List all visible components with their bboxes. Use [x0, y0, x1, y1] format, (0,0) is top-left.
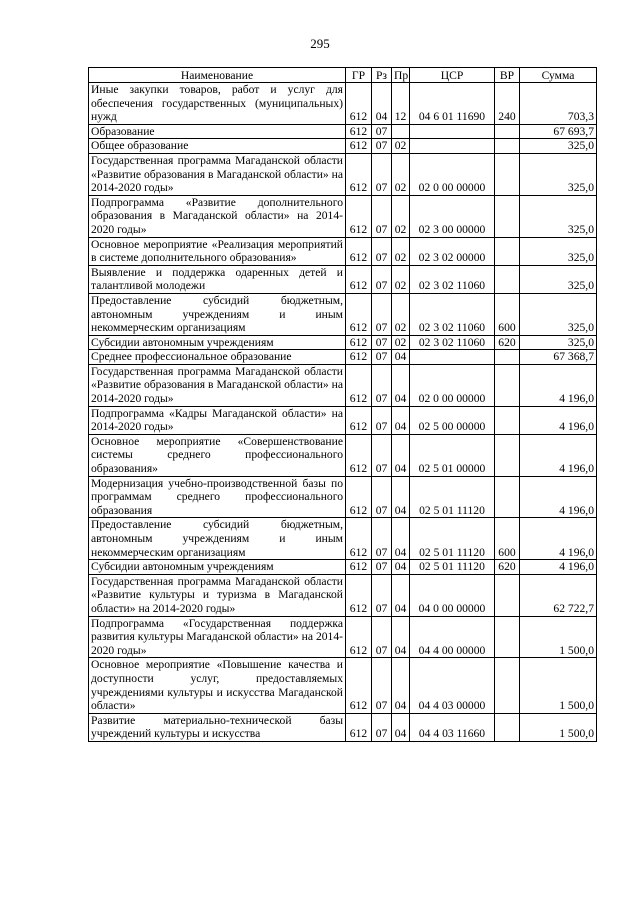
row-vr-cell — [495, 265, 520, 293]
row-csr-cell: 04 4 03 11660 — [410, 713, 495, 741]
row-gr-cell: 612 — [346, 574, 372, 616]
row-rz-cell: 07 — [372, 335, 392, 350]
row-rz-cell: 07 — [372, 350, 392, 365]
row-name-cell: Основное мероприятие «Реализация мероприятий в системе дополнительного образования» — [89, 237, 346, 265]
budget-table — [88, 67, 597, 742]
row-name-cell: Субсидии автономным учреждениям — [89, 560, 346, 575]
row-csr-cell — [410, 139, 495, 154]
row-rz-cell: 07 — [372, 658, 392, 713]
row-pr-cell: 02 — [392, 335, 410, 350]
row-name-cell: Государственная программа Магаданской области «Развитие образования в Магаданской области» на 2014-2020 годы» — [89, 364, 346, 406]
row-pr-cell: 02 — [392, 153, 410, 195]
row-name-cell: Основное мероприятие «Повышение качества и доступности услуг, предоставляемых учреждениями культуры и искусства Магаданской области» — [89, 658, 346, 713]
header-csr: ЦСР — [410, 68, 495, 83]
row-name-cell: Основное мероприятие «Совершенствование системы среднего профессионального образования» — [89, 434, 346, 476]
header-gr: ГР — [346, 68, 372, 83]
header-rz: Рз — [372, 68, 392, 83]
row-name-cell: Модернизация учебно-производственной базы по программам среднего профессионального образования — [89, 476, 346, 518]
row-vr-cell: 240 — [495, 83, 520, 125]
row-vr-cell — [495, 574, 520, 616]
row-rz-cell: 07 — [372, 518, 392, 560]
row-pr-cell: 02 — [392, 237, 410, 265]
row-csr-cell — [410, 124, 495, 139]
row-name-cell: Общее образование — [89, 139, 346, 154]
row-sum-cell: 1 500,0 — [520, 713, 597, 741]
row-csr-cell: 02 3 02 00000 — [410, 237, 495, 265]
row-rz-cell: 07 — [372, 237, 392, 265]
row-name-cell: Выявление и поддержка одаренных детей и талантливой молодежи — [89, 265, 346, 293]
row-name-cell: Субсидии автономным учреждениям — [89, 335, 346, 350]
table-row — [89, 265, 597, 293]
row-sum-cell: 325,0 — [520, 293, 597, 335]
row-gr-cell: 612 — [346, 560, 372, 575]
row-pr-cell: 04 — [392, 350, 410, 365]
row-sum-cell: 4 196,0 — [520, 560, 597, 575]
row-vr-cell — [495, 406, 520, 434]
row-csr-cell: 02 0 00 00000 — [410, 364, 495, 406]
row-pr-cell: 02 — [392, 195, 410, 237]
row-name-cell: Подпрограмма «Развитие дополнительного образования в Магаданской области» на 2014-2020 годы» — [89, 195, 346, 237]
row-vr-cell: 620 — [495, 335, 520, 350]
row-rz-cell: 07 — [372, 195, 392, 237]
row-rz-cell: 04 — [372, 83, 392, 125]
row-sum-cell: 325,0 — [520, 153, 597, 195]
table-row — [89, 83, 597, 125]
row-gr-cell: 612 — [346, 124, 372, 139]
table-row — [89, 713, 597, 741]
row-vr-cell — [495, 153, 520, 195]
table-row — [89, 293, 597, 335]
row-rz-cell: 07 — [372, 293, 392, 335]
row-sum-cell: 325,0 — [520, 139, 597, 154]
row-sum-cell: 67 693,7 — [520, 124, 597, 139]
row-gr-cell: 612 — [346, 195, 372, 237]
row-vr-cell — [495, 713, 520, 741]
row-sum-cell: 325,0 — [520, 195, 597, 237]
table-body — [89, 83, 597, 742]
table-row — [89, 350, 597, 365]
row-name-cell: Образование — [89, 124, 346, 139]
row-csr-cell: 04 4 00 00000 — [410, 616, 495, 658]
row-pr-cell: 04 — [392, 364, 410, 406]
row-pr-cell: 12 — [392, 83, 410, 125]
row-pr-cell: 04 — [392, 518, 410, 560]
row-csr-cell: 02 3 02 11060 — [410, 335, 495, 350]
row-vr-cell: 600 — [495, 518, 520, 560]
table-row — [89, 406, 597, 434]
row-csr-cell: 02 5 01 11120 — [410, 560, 495, 575]
row-name-cell: Подпрограмма «Кадры Магаданской области» на 2014-2020 годы» — [89, 406, 346, 434]
table-row — [89, 560, 597, 575]
row-sum-cell: 4 196,0 — [520, 434, 597, 476]
row-gr-cell: 612 — [346, 476, 372, 518]
row-sum-cell: 4 196,0 — [520, 364, 597, 406]
row-csr-cell: 02 5 00 00000 — [410, 406, 495, 434]
row-csr-cell: 02 5 01 11120 — [410, 518, 495, 560]
row-rz-cell: 07 — [372, 406, 392, 434]
row-pr-cell: 04 — [392, 616, 410, 658]
table-row — [89, 616, 597, 658]
row-pr-cell: 04 — [392, 713, 410, 741]
table-row — [89, 153, 597, 195]
row-pr-cell: 04 — [392, 406, 410, 434]
row-pr-cell: 04 — [392, 434, 410, 476]
row-gr-cell: 612 — [346, 406, 372, 434]
table-row — [89, 434, 597, 476]
row-csr-cell: 02 0 00 00000 — [410, 153, 495, 195]
table-row — [89, 195, 597, 237]
row-rz-cell: 07 — [372, 265, 392, 293]
row-rz-cell: 07 — [372, 560, 392, 575]
row-pr-cell: 04 — [392, 574, 410, 616]
row-gr-cell: 612 — [346, 153, 372, 195]
row-vr-cell: 600 — [495, 293, 520, 335]
header-vr: ВР — [495, 68, 520, 83]
row-pr-cell: 04 — [392, 658, 410, 713]
row-sum-cell: 325,0 — [520, 237, 597, 265]
row-gr-cell: 612 — [346, 265, 372, 293]
row-vr-cell — [495, 237, 520, 265]
row-gr-cell: 612 — [346, 364, 372, 406]
row-sum-cell: 325,0 — [520, 265, 597, 293]
row-gr-cell: 612 — [346, 616, 372, 658]
row-csr-cell: 02 5 01 11120 — [410, 476, 495, 518]
row-sum-cell: 1 500,0 — [520, 658, 597, 713]
row-vr-cell — [495, 364, 520, 406]
row-gr-cell: 612 — [346, 237, 372, 265]
row-pr-cell: 02 — [392, 293, 410, 335]
page-number: 295 — [310, 36, 330, 51]
row-rz-cell: 07 — [372, 616, 392, 658]
row-name-cell: Развитие материально-технической базы учреждений культуры и искусства — [89, 713, 346, 741]
row-vr-cell — [495, 658, 520, 713]
row-name-cell: Иные закупки товаров, работ и услуг для обеспечения государственных (муниципальных) нужд — [89, 83, 346, 125]
row-gr-cell: 612 — [346, 350, 372, 365]
table-row — [89, 237, 597, 265]
header-pr: Пр — [392, 68, 410, 83]
row-rz-cell: 07 — [372, 434, 392, 476]
row-rz-cell: 07 — [372, 124, 392, 139]
row-name-cell: Подпрограмма «Государственная поддержка развития культуры Магаданской области» на 2014-2020 годы» — [89, 616, 346, 658]
row-pr-cell: 02 — [392, 265, 410, 293]
row-csr-cell — [410, 350, 495, 365]
row-sum-cell: 62 722,7 — [520, 574, 597, 616]
row-pr-cell: 02 — [392, 139, 410, 154]
row-gr-cell: 612 — [346, 658, 372, 713]
table-row — [89, 658, 597, 713]
row-vr-cell — [495, 476, 520, 518]
row-vr-cell — [495, 139, 520, 154]
row-sum-cell: 67 368,7 — [520, 350, 597, 365]
header-name: Наименование — [89, 68, 346, 83]
table-header-row — [89, 68, 597, 83]
row-csr-cell: 04 6 01 11690 — [410, 83, 495, 125]
row-name-cell: Предоставление субсидий бюджетным, автономным учреждениям и иным некоммерческим организациям — [89, 518, 346, 560]
row-csr-cell: 02 5 01 00000 — [410, 434, 495, 476]
row-sum-cell: 703,3 — [520, 83, 597, 125]
row-gr-cell: 612 — [346, 518, 372, 560]
table-row — [89, 476, 597, 518]
header-sum: Сумма — [520, 68, 597, 83]
row-vr-cell — [495, 350, 520, 365]
row-gr-cell: 612 — [346, 139, 372, 154]
row-rz-cell: 07 — [372, 574, 392, 616]
row-gr-cell: 612 — [346, 335, 372, 350]
table-row — [89, 364, 597, 406]
row-pr-cell — [392, 124, 410, 139]
row-sum-cell: 1 500,0 — [520, 616, 597, 658]
row-sum-cell: 4 196,0 — [520, 476, 597, 518]
table-row — [89, 335, 597, 350]
row-pr-cell: 04 — [392, 560, 410, 575]
row-name-cell: Среднее профессиональное образование — [89, 350, 346, 365]
row-csr-cell: 02 3 02 11060 — [410, 293, 495, 335]
row-gr-cell: 612 — [346, 434, 372, 476]
table-row — [89, 124, 597, 139]
table-row — [89, 574, 597, 616]
row-gr-cell: 612 — [346, 293, 372, 335]
row-rz-cell: 07 — [372, 364, 392, 406]
row-name-cell: Государственная программа Магаданской области «Развитие культуры и туризма в Магаданской области» на 2014-2020 годы» — [89, 574, 346, 616]
row-vr-cell — [495, 434, 520, 476]
row-sum-cell: 4 196,0 — [520, 518, 597, 560]
row-rz-cell: 07 — [372, 153, 392, 195]
row-pr-cell: 04 — [392, 476, 410, 518]
row-csr-cell: 04 4 03 00000 — [410, 658, 495, 713]
table-row — [89, 139, 597, 154]
row-rz-cell: 07 — [372, 139, 392, 154]
row-name-cell: Государственная программа Магаданской области «Развитие образования в Магаданской области» на 2014-2020 годы» — [89, 153, 346, 195]
row-csr-cell: 02 3 00 00000 — [410, 195, 495, 237]
table-row — [89, 518, 597, 560]
row-sum-cell: 4 196,0 — [520, 406, 597, 434]
row-vr-cell — [495, 124, 520, 139]
row-rz-cell: 07 — [372, 713, 392, 741]
row-name-cell: Предоставление субсидий бюджетным, автономным учреждениям и иным некоммерческим организациям — [89, 293, 346, 335]
row-csr-cell: 02 3 02 11060 — [410, 265, 495, 293]
row-vr-cell: 620 — [495, 560, 520, 575]
row-sum-cell: 325,0 — [520, 335, 597, 350]
row-csr-cell: 04 0 00 00000 — [410, 574, 495, 616]
row-vr-cell — [495, 195, 520, 237]
row-vr-cell — [495, 616, 520, 658]
row-gr-cell: 612 — [346, 83, 372, 125]
row-rz-cell: 07 — [372, 476, 392, 518]
row-gr-cell: 612 — [346, 713, 372, 741]
